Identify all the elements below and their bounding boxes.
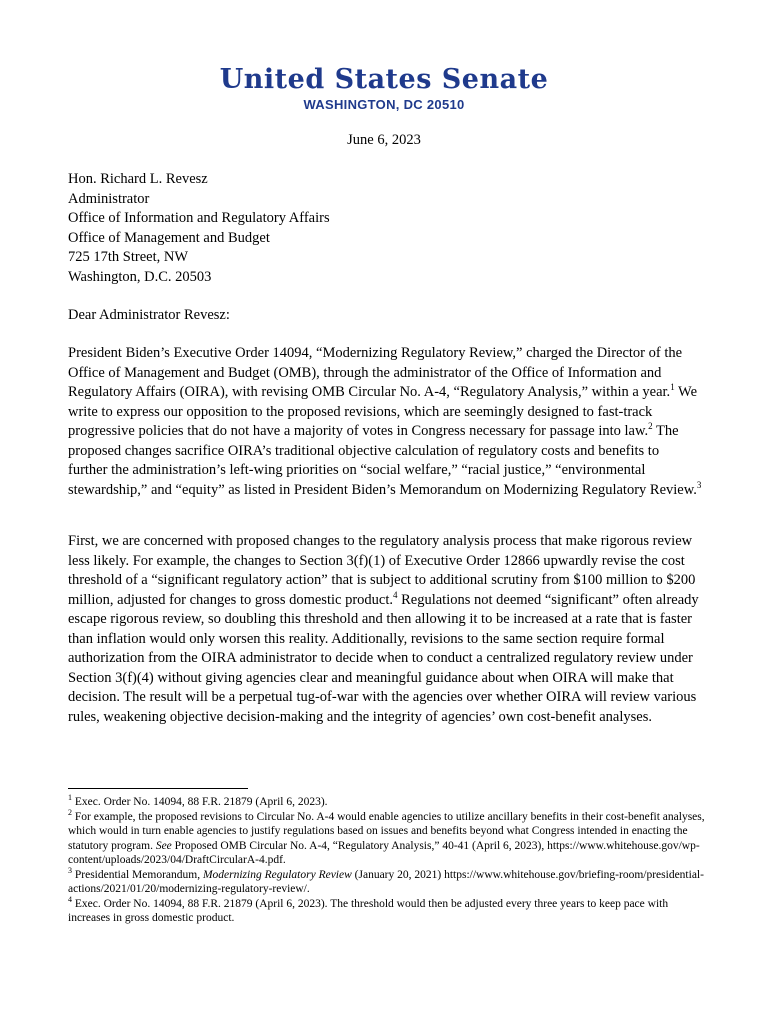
footnote-signal: See bbox=[155, 839, 172, 852]
letterhead bbox=[0, 64, 768, 112]
paragraph-text: Regulations not deemed “significant” often already escape rigorous review, so doubling this threshold and then allowing it to be increased at a rate that is faster than inflation would only worsen this reality. Additionally, revisions to the same section require formal authorization from the OIRA administrator to decide when to conduct a centralized regulatory review under Section 3(f)(4) without giving agencies clear and meaningful guidance about when OIRA will make that decision. The result will be a perpetual tug-of-war with the agencies over whether OIRA will review various rules, weakening objective decision-making and the integrity of agencies’ own cost-benefit analyses. bbox=[68, 591, 699, 725]
footnote-number: 4 bbox=[68, 894, 72, 904]
body-paragraph-2 bbox=[68, 532, 702, 727]
paragraph-text: First, we are concerned with proposed changes to the regulatory analysis process that make rigorous review less likely. For example, the changes to Section 3(f)(1) of Executive Order 12866 upwardly revise the cost threshold of a “significant regulatory action” that is subject to additional scrutiny from $100 million to $200 million, adjusted for changes to gross domestic product. bbox=[68, 533, 696, 608]
body-paragraph-1 bbox=[68, 344, 702, 500]
footnote-ref-2: 2 bbox=[648, 421, 653, 432]
footnotes bbox=[68, 795, 708, 926]
address-line: Office of Information and Regulatory Affairs bbox=[68, 210, 330, 226]
footnote-number: 2 bbox=[68, 807, 72, 817]
footnote-title: Modernizing Regulatory Review bbox=[202, 868, 352, 881]
letterhead-subtitle: WASHINGTON, DC 20510 bbox=[303, 97, 465, 112]
footnote-text: For example, the proposed revisions to Circular No. A-4 would enable agencies to utilize ancillary benefits in their cost-benefit analyses, which would in turn enable agencies to justify regulations based on issues and benefits beyond what Congress intended in enacting the statutory program. bbox=[68, 810, 705, 852]
footnote-2 bbox=[68, 807, 708, 868]
footnote-text: Proposed OMB Circular No. A-4, “Regulatory Analysis,” 40-41 (April 6, 2023), https://www.whitehouse.gov/wp-content/uploads/2023/04/DraftCircularA-4.pdf. bbox=[68, 839, 700, 866]
footnote-3 bbox=[68, 865, 708, 897]
address-line: Office of Management and Budget bbox=[68, 229, 270, 246]
recipient-address bbox=[68, 170, 702, 287]
footnote-number: 3 bbox=[68, 865, 72, 875]
footnote-1 bbox=[68, 795, 708, 810]
footnote-4 bbox=[68, 894, 708, 926]
address-line: Washington, D.C. 20503 bbox=[68, 268, 212, 285]
paragraph-text: President Biden’s Executive Order 14094, “Modernizing Regulatory Review,” charged the Director of the Office of Management and Budget (OMB), through the administrator of the Office of Information and Regulatory Affairs (OIRA), with revising OMB Circular No. A-4, “Regulatory Analysis,” within a year. bbox=[68, 345, 683, 400]
paragraph-text: The proposed changes sacrifice OIRA’s traditional objective calculation of regulatory costs and benefits to further the administration’s left-wing priorities on “social welfare,” “racial justice,” “environmental stewardship,” and “equity” as listed in President Biden’s Memorandum on Modernizing Regulatory Review. bbox=[68, 423, 697, 498]
salutation: Dear Administrator Revesz: bbox=[68, 307, 230, 323]
footnote-text: Presidential Memorandum, bbox=[72, 868, 203, 881]
letter-date: June 6, 2023 bbox=[347, 132, 421, 148]
footnote-text: Exec. Order No. 14094, 88 F.R. 21879 (April 6, 2023). bbox=[72, 796, 328, 808]
footnote-ref-4: 4 bbox=[392, 589, 398, 600]
address-line: Hon. Richard L. Revesz bbox=[68, 171, 208, 187]
address-line: Administrator bbox=[68, 190, 150, 207]
footnote-text: Exec. Order No. 14094, 88 F.R. 21879 (April 6, 2023). The threshold would then be adjusted every three years to keep pace with increases in gross domestic product. bbox=[68, 897, 669, 924]
footnote-divider bbox=[68, 788, 248, 789]
address-line: 725 17th Street, NW bbox=[68, 249, 189, 265]
footnote-number: 1 bbox=[68, 793, 72, 803]
letterhead-title: United States Senate bbox=[219, 64, 549, 95]
footnote-ref-3: 3 bbox=[696, 479, 702, 490]
footnote-ref-1: 1 bbox=[670, 382, 675, 393]
footnote-text: (January 20, 2021) https://www.whitehouse.gov/briefing-room/presidential-actions/2021/01/20/modernizing-regulatory-review/. bbox=[68, 868, 704, 895]
paragraph-text: We write to express our opposition to the proposed revisions, which are seemingly designed to fast-track progressive policies that do not have a majority of votes in Congress necessary for passage into law. bbox=[68, 384, 698, 439]
